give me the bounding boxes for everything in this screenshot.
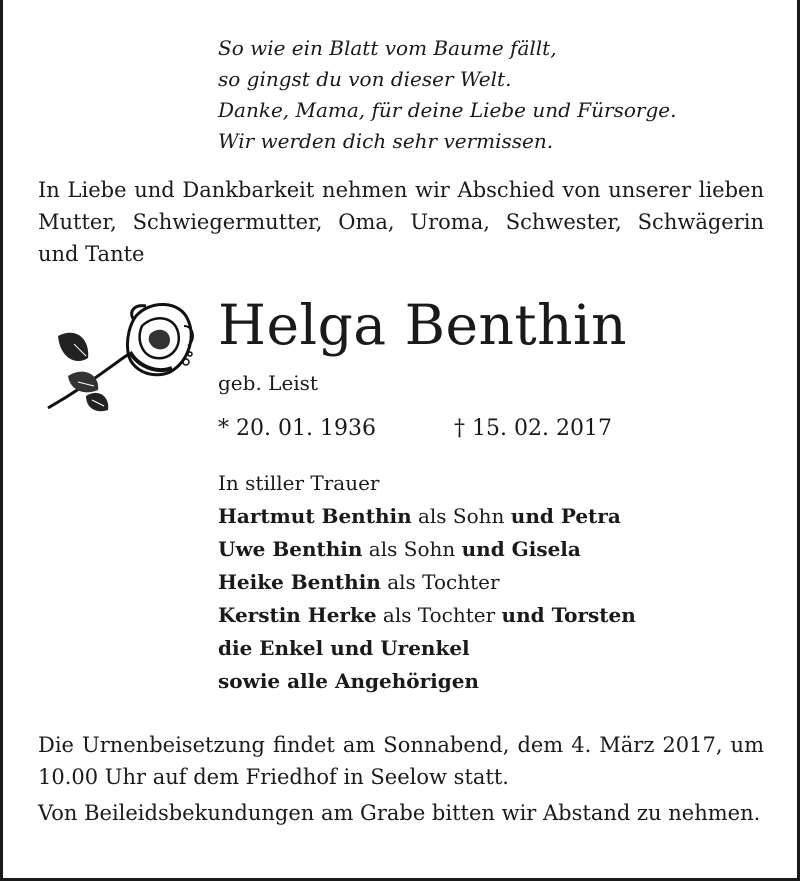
maiden-name: geb. Leist — [218, 371, 318, 395]
mourner-row: Kerstin Herke als Tochter und Torsten — [218, 603, 636, 627]
mourners-heading: In stiller Trauer — [218, 471, 380, 495]
birth-date: * 20. 01. 1936 — [218, 416, 376, 441]
poem-line: Danke, Mama, für deine Liebe und Fürsorge. — [218, 98, 677, 122]
poem-line: So wie ein Blatt vom Baume fällt, — [218, 36, 557, 60]
deceased-name: Helga Benthin — [218, 293, 628, 357]
condolence-request: Von Beileidsbekundungen am Grabe bitten wir Abstand zu nehmen. — [38, 801, 761, 825]
poem — [218, 33, 676, 157]
intro-text: In Liebe und Dankbarkeit nehmen wir Abschied von unserer lieben Mutter, Schwiegermutter, Oma, Uroma, Schwester, Schwägerin und Tante — [38, 178, 764, 266]
mourner-row: sowie alle Angehörigen — [218, 669, 479, 693]
funeral-info: Die Urnenbeisetzung findet am Sonnabend, dem 4. März 2017, um 10.00 Uhr auf dem Friedhof in Seelow statt. — [38, 733, 764, 789]
death-date: † 15. 02. 2017 — [454, 416, 612, 441]
poem-line: so gingst du von dieser Welt. — [218, 67, 512, 91]
mourner-row: Uwe Benthin als Sohn und Gisela — [218, 537, 581, 561]
mourners-list — [218, 467, 636, 698]
life-dates — [218, 413, 612, 445]
mourner-row: Hartmut Benthin als Sohn und Petra — [218, 504, 621, 528]
rose-icon — [38, 296, 198, 421]
mourner-row: Heike Benthin als Tochter — [218, 570, 500, 594]
mourner-row: die Enkel und Urenkel — [218, 636, 470, 660]
poem-line: Wir werden dich sehr vermissen. — [218, 129, 554, 153]
